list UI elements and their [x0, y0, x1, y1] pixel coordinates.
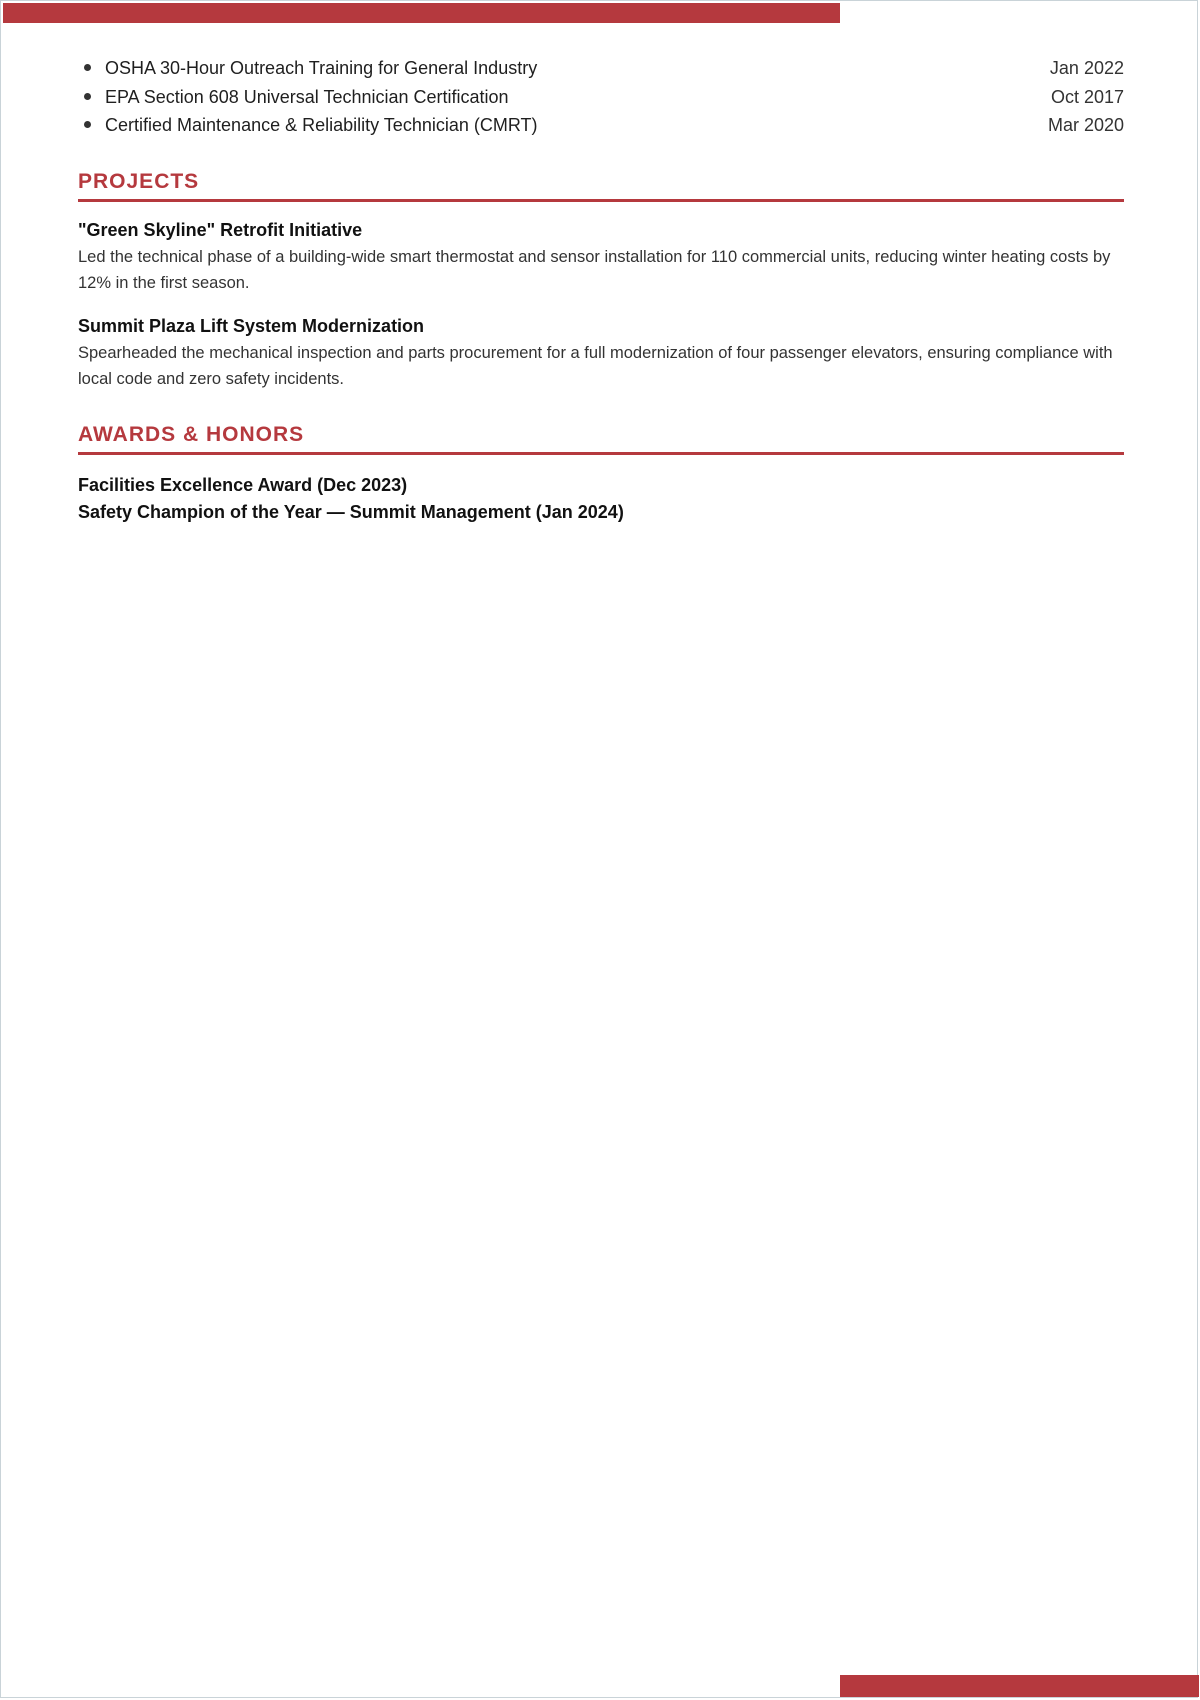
- certifications-list: [78, 58, 1124, 144]
- awards-list: [78, 472, 1124, 526]
- award-item: Facilities Excellence Award (Dec 2023): [78, 475, 408, 496]
- top-accent-bar: [3, 3, 840, 23]
- certification-item: [78, 58, 1124, 87]
- certification-name: EPA Section 608 Universal Technician Certification: [105, 86, 509, 107]
- project-description: Led the technical phase of a building-wide smart thermostat and sensor installation for 110 commercial units, reducing winter heating costs by 12% in the first season.: [78, 248, 1111, 293]
- project-item: [78, 316, 1124, 392]
- certification-date: Oct 2017: [1050, 86, 1124, 107]
- projects-heading: PROJECTS: [78, 170, 1124, 202]
- bullet-icon: [84, 64, 91, 71]
- awards-heading: AWARDS & HONORS: [78, 423, 1124, 455]
- certification-name: Certified Maintenance & Reliability Technician (CMRT): [105, 115, 538, 136]
- award-item: Safety Champion of the Year — Summit Management (Jan 2024): [78, 502, 624, 523]
- bullet-icon: [84, 121, 91, 128]
- certification-date: Mar 2020: [1047, 115, 1124, 136]
- resume-content: [78, 58, 1124, 526]
- certification-date: Jan 2022: [1049, 58, 1124, 78]
- bottom-accent-bar: [840, 1675, 1199, 1697]
- project-title: Summit Plaza Lift System Modernization: [78, 316, 425, 337]
- bullet-icon: [84, 93, 91, 100]
- project-description: Spearheaded the mechanical inspection and parts procurement for a full modernization of four passenger elevators, ensuring compliance with local code and zero safety incidents.: [78, 344, 1113, 389]
- project-title: "Green Skyline" Retrofit Initiative: [78, 220, 363, 241]
- project-item: [78, 220, 1124, 296]
- certification-item: [78, 87, 1124, 116]
- certification-item: [78, 115, 1124, 144]
- certification-name: OSHA 30-Hour Outreach Training for General Industry: [105, 58, 538, 78]
